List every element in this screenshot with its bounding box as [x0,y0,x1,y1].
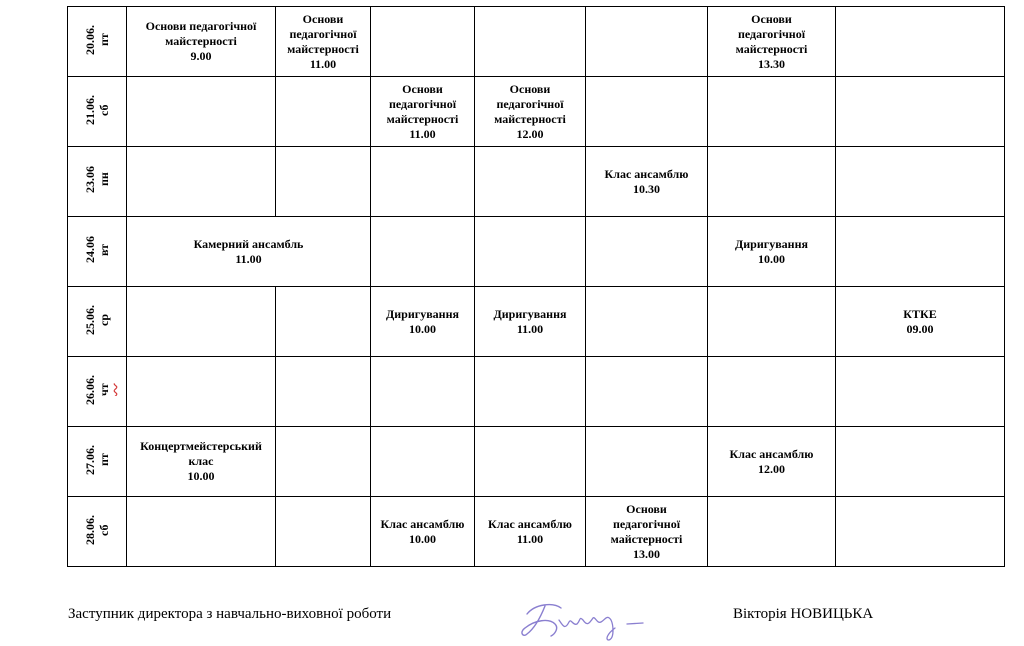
schedule-entry [127,7,276,77]
empty-cell [836,427,1005,497]
schedule-entry [836,287,1005,357]
empty-cell [586,427,708,497]
entry-text: Основи [402,81,443,96]
empty-cell [836,357,1005,427]
entry-text: 10.00 [409,321,436,336]
schedule-entry [475,287,586,357]
date-text: 24.06 [83,236,97,263]
table-row [68,357,1005,427]
empty-cell [127,287,276,357]
empty-cell [276,357,371,427]
entry-text: майстерності [610,531,683,546]
entry-text: Основи педагогічної [289,11,357,41]
entry-text: Камерний ансамбль [193,236,304,251]
empty-cell [586,287,708,357]
empty-cell [371,217,475,287]
empty-cell [127,357,276,427]
empty-cell [276,147,371,217]
empty-cell [836,497,1005,567]
entry-text: майстерності [735,41,808,56]
date-text: 20.06. [83,24,97,55]
schedule-entry [127,217,371,287]
empty-cell [475,357,586,427]
entry-text: педагогічної [612,516,681,531]
signatory-name: Вікторія НОВИЦЬКА [733,606,874,622]
date-cell [68,7,127,77]
entry-text: педагогічної [737,26,806,41]
schedule-entry [127,427,276,497]
empty-cell [127,77,276,147]
weekday-text: пт [97,33,111,46]
entry-text: Основи [626,501,667,516]
weekday-text: ср [97,313,111,326]
entry-text: Диригування [734,236,808,251]
entry-text: 13.30 [758,56,785,71]
entry-text: 10.00 [758,251,785,266]
table-row [68,77,1005,147]
table-row [68,497,1005,567]
schedule-table [67,6,1005,567]
empty-cell [371,357,475,427]
date-text: 28.06. [83,514,97,545]
date-label [83,95,111,125]
entry-text: 13.00 [633,546,660,561]
table-row [68,147,1005,217]
empty-cell [371,7,475,77]
entry-text: 12.00 [758,461,785,476]
entry-text: 11.00 [409,126,436,141]
empty-cell [836,147,1005,217]
date-text: 25.06. [83,304,97,335]
entry-text: Основи [509,81,551,96]
empty-cell [276,497,371,567]
date-text: 26.06. [83,374,97,405]
weekday-text: вт [97,243,111,256]
date-label [83,515,111,545]
entry-text: Диригування [493,306,567,321]
entry-text: клас [188,454,214,468]
table-row [68,427,1005,497]
date-text: 27.06. [83,444,97,475]
empty-cell [276,287,371,357]
date-cell [68,357,127,427]
date-cell [68,287,127,357]
empty-cell [836,77,1005,147]
empty-cell [708,497,836,567]
entry-text: Концертмейстерський [140,439,262,453]
entry-text: 11.00 [516,531,544,546]
weekday-text: пт [97,453,111,466]
entry-text: 12.00 [516,126,544,141]
empty-cell [475,147,586,217]
position-title: Заступник директора з навчально-виховної роботи [68,606,392,622]
empty-cell [276,77,371,147]
empty-cell [475,7,586,77]
empty-cell [371,427,475,497]
entry-text: майстерності [287,41,359,56]
entry-text: 11.00 [516,321,544,336]
date-label [83,25,111,55]
empty-cell [127,497,276,567]
entry-text: 11.00 [309,56,337,71]
empty-cell [836,7,1005,77]
date-cell [68,427,127,497]
entry-text: 10.00 [409,531,436,546]
entry-text: Диригування [385,306,459,321]
date-text: 21.06. [83,94,97,125]
date-label [83,375,111,405]
date-label [83,236,111,263]
schedule-body [68,7,1005,567]
date-cell [68,77,127,147]
entry-text: педагогічної [496,96,564,111]
schedule-entry [708,427,836,497]
empty-cell [586,357,708,427]
empty-cell [708,147,836,217]
entry-text: 10.30 [633,181,660,196]
schedule-entry [475,77,586,147]
weekday-text: сб [97,523,111,536]
date-cell [68,217,127,287]
entry-text: 9.00 [190,49,212,63]
entry-text: 11.00 [235,251,262,266]
weekday-text: пн [97,172,111,187]
empty-cell [127,147,276,217]
date-cell [68,497,127,567]
weekday-text: чт [97,383,111,396]
entry-text: педагогічної [388,96,457,111]
schedule-entry [708,7,836,77]
date-label [83,166,111,193]
date-label [83,445,111,475]
empty-cell [371,147,475,217]
entry-text: Клас ансамблю [488,516,572,531]
schedule-entry [371,77,475,147]
empty-cell [708,287,836,357]
table-row [68,7,1005,77]
entry-text: 09.00 [906,321,934,336]
date-label [83,305,111,335]
schedule-entry [586,147,708,217]
signature-image [515,594,665,644]
entry-text: КТКЕ [903,306,937,321]
schedule-entry [371,497,475,567]
entry-text: Клас ансамблю [380,516,465,531]
entry-text: майстерності [386,111,459,126]
table-row [68,217,1005,287]
empty-cell [475,217,586,287]
entry-text: Основи [751,11,792,26]
entry-text: 10.00 [187,469,215,483]
table-row [68,287,1005,357]
empty-cell [586,77,708,147]
entry-text: Основи педагогічної [145,19,257,33]
date-text: 23.06 [83,166,97,193]
entry-text: Клас ансамблю [604,166,689,181]
empty-cell [586,7,708,77]
schedule-entry [708,217,836,287]
schedule-entry [371,287,475,357]
schedule-entry [586,497,708,567]
weekday-text: сб [97,103,111,116]
empty-cell [836,217,1005,287]
entry-text: майстерності [494,111,566,126]
empty-cell [708,357,836,427]
schedule-entry [475,497,586,567]
entry-text: Клас ансамблю [729,446,814,461]
empty-cell [475,427,586,497]
date-cell [68,147,127,217]
schedule-entry [276,7,371,77]
empty-cell [276,427,371,497]
entry-text: майстерності [165,34,237,48]
empty-cell [708,77,836,147]
empty-cell [586,217,708,287]
